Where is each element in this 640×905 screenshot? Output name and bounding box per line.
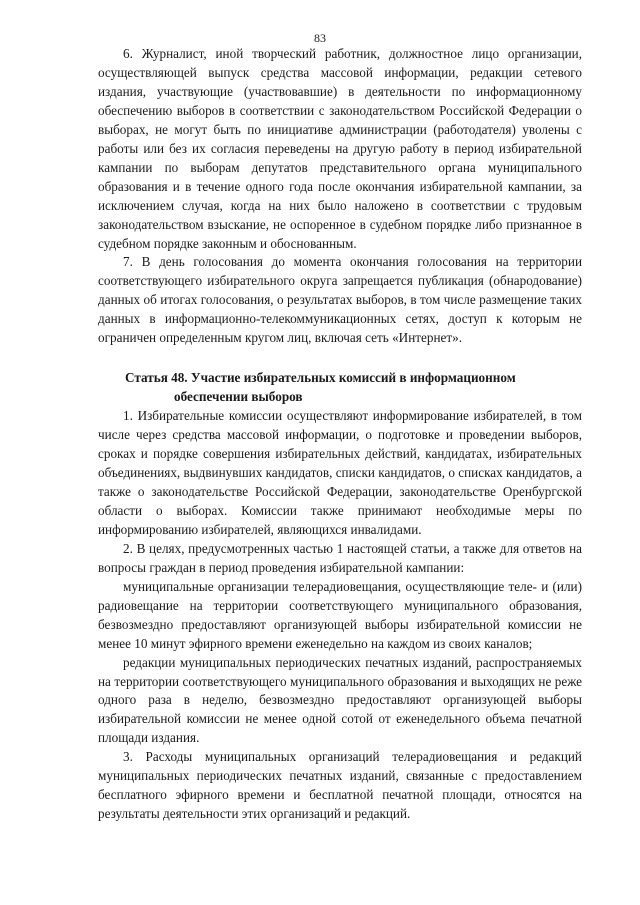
paragraph-7: 7. В день голосования до момента окончания голосования на территории соответствующего избирательного округа запрещается публикация (обнародование) данных об итогах голосования, о результатах выборов, в том числе размещение таких данных в информационно-телекоммуникационных сетях, доступ к которым не ограничен определенным кругом лиц, включая сеть «Интернет». bbox=[98, 254, 582, 346]
document-body bbox=[98, 45, 582, 824]
paragraph-6: 6. Журналист, иной творческий работник, должностное лицо организации, осуществляющей выпуск средства массовой информации, редакции сетевого издания, участвующие (участвовавшие) в деятельности по информационному обеспечению выборов в соответствии с законодательством Российской Федерации о выборах, не могут быть по инициативе администрации (работодателя) уволены с работы или без их согласия переведены на другую работу в период избирательной кампании по выборам депутатов представительного органа муниципального образования и в течение одного года после окончания избирательной кампании, за исключением случая, когда на них было наложено в соответствии с трудовым законодательством взыскание, не оспоренное в судебном порядке либо признанное в судебном порядке законным и обоснованным. bbox=[98, 46, 582, 251]
article-48-paragraph-1: 1. Избирательные комиссии осуществляют информирование избирателей, в том числе через средства массовой информации, о подготовке и проведении выборов, сроках и порядке совершения избирательных действий, кандидатах, избирательных объединениях, выдвинувших кандидатов, списки кандидатов, о списках кандидатов, а также о законодательстве Российской Федерации, законодательстве Оренбургской области о выборах. Комиссии также принимают необходимые меры по информированию избирателей, являющихся инвалидами. bbox=[98, 408, 583, 537]
article-48-paragraph-2-print: редакции муниципальных периодических печатных изданий, распространяемых на территории соответствующего муниципального образования и выходящих не реже одного раза в неделю, безвозмездно предоставляют организующей выборы избирательной комиссии не менее одной сотой от еженедельного объема печатной площади издания. bbox=[98, 654, 582, 746]
page-number: 83 bbox=[314, 31, 326, 45]
article-48-title bbox=[98, 369, 582, 407]
article-48-title-line1: Статья 48. Участие избирательных комиссий в информационном bbox=[125, 370, 516, 386]
article-48-paragraph-3: 3. Расходы муниципальных организаций телерадиовещания и редакций муниципальных периодических печатных изданий, связанные с предоставлением бесплатного эфирного времени и бесплатной печатной площади, относятся на результаты деятельности этих организаций и редакций. bbox=[98, 749, 582, 822]
article-48-paragraph-2-tv: муниципальные организации телерадиовещания, осуществляющие теле- и (или) радиовещание на территории соответствующего муниципального образования, безвозмездно предоставляют организующей выборы избирательной комиссии не менее 10 минут эфирного времени еженедельно на каждом из своих каналов; bbox=[98, 578, 582, 651]
article-48-title-line2: обеспечении выборов bbox=[174, 389, 303, 405]
article-48-paragraph-2: 2. В целях, предусмотренных частью 1 настоящей статьи, а также для ответов на вопросы граждан в период проведения избирательной кампании: bbox=[98, 540, 582, 575]
